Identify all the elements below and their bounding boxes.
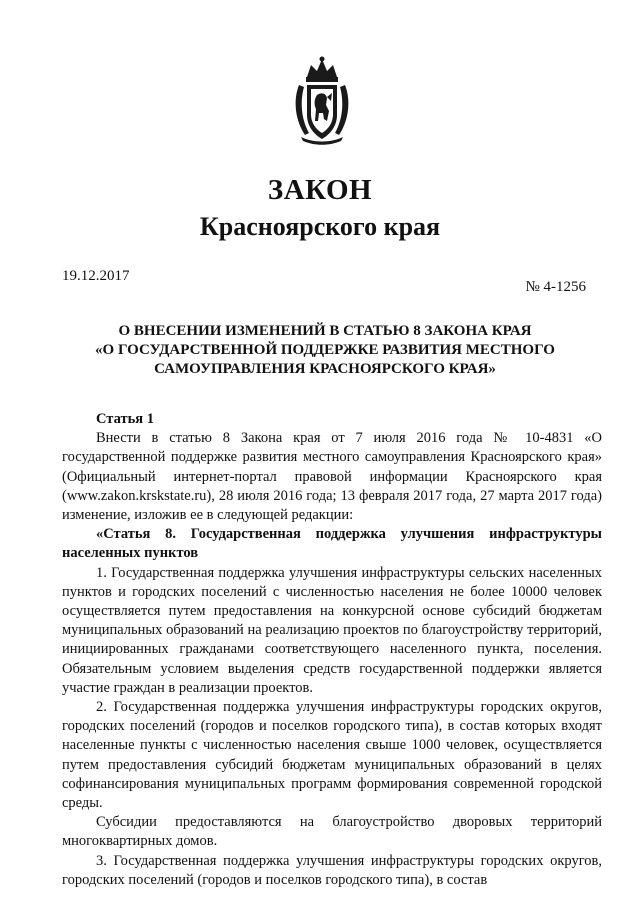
document-date: 19.12.2017 <box>62 268 130 284</box>
paragraph-4: 3. Государственная поддержка улучшения инфраструктуры городских округов, городских поселений (городов и поселков городского типа), в состав <box>62 852 602 888</box>
document-subtitle: Красноярского края <box>199 212 441 241</box>
heading-line: «О ГОСУДАРСТВЕННОЙ ПОДДЕРЖКЕ РАЗВИТИЯ МЕСТНОГО <box>95 342 555 358</box>
paragraph-1: 1. Государственная поддержка улучшения инфраструктуры сельских населенных пунктов и городских поселений с численностью населения не более 10000 человек осуществляется путем предоставления на конкурсной основе субсидий бюджетам муниципальных образований на реализацию проектов по благоустройству территорий, инициированных гражданами соответствующего населенного пункта, поселения. Обязательным условием выделения средств государственной поддержки является участие граждан в реализации проектов. <box>62 564 602 696</box>
paragraph-3: Субсидии предоставляются на благоустройство дворовых территорий многоквартирных домов. <box>62 814 602 850</box>
document-body <box>62 410 602 890</box>
coat-of-arms-icon <box>291 55 353 145</box>
paragraph-2: 2. Государственная поддержка улучшения инфраструктуры городских округов, городских поселений (городов и поселков городского типа), в состав которых входят населенные пункты с численностью населения свыше 1000 человек, осуществляется путем предоставления субсидий бюджетам муниципальных образований в целях софинансирования муниципальных программ формирования современной городской среды. <box>62 699 602 812</box>
new-article-title: «Статья 8. Государственная поддержка улучшения инфраструктуры населенных пунктов <box>62 526 602 562</box>
law-heading <box>60 322 590 379</box>
heading-line: О ВНЕСЕНИИ ИЗМЕНЕНИЙ В СТАТЬЮ 8 ЗАКОНА КРАЯ <box>118 323 532 339</box>
intro-paragraph: Внести в статью 8 Закона края от 7 июля 2016 года № 10-4831 «О государственной поддержке развития местного самоуправления Красноярского края» (Официальный интернет-портал правовой информации Красноярского края (www.zakon.krskstate.ru), 28 июля 2016 года; 13 февраля 2017 года, 27 марта 2017 года) изменение, изложив ее в следующей редакции: <box>62 430 602 524</box>
heading-line: САМОУПРАВЛЕНИЯ КРАСНОЯРСКОГО КРАЯ» <box>154 361 496 377</box>
article-title: Статья 1 <box>96 411 154 427</box>
document-title: ЗАКОН <box>267 174 373 206</box>
document-number: № 4-1256 <box>525 279 586 295</box>
